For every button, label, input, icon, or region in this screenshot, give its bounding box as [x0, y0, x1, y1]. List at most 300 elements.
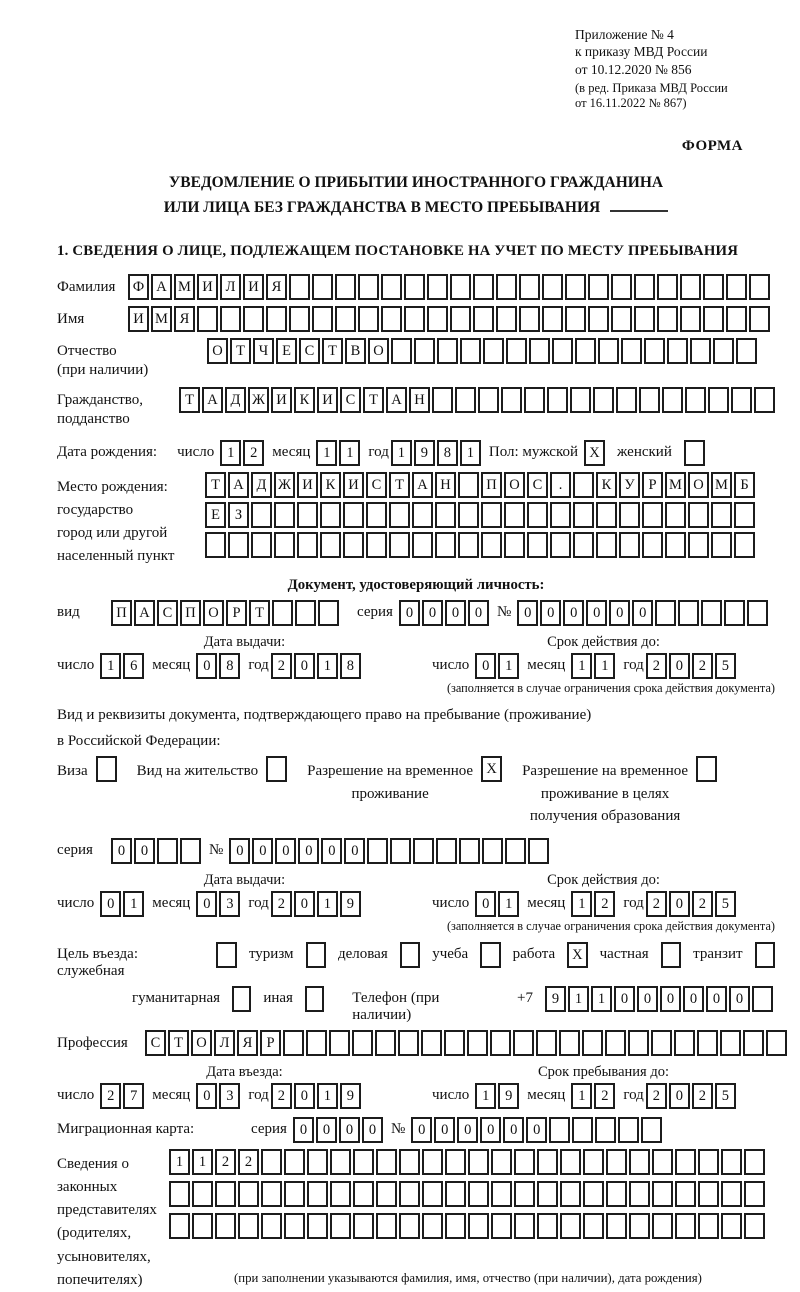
- char-cell[interactable]: [639, 387, 660, 413]
- char-cell[interactable]: Т: [389, 472, 410, 498]
- char-cell[interactable]: 2: [594, 891, 615, 917]
- char-cell[interactable]: 0: [275, 838, 296, 864]
- char-cell[interactable]: 1: [123, 891, 144, 917]
- purpose-study-checkbox[interactable]: [480, 942, 500, 968]
- char-cell[interactable]: 1: [339, 440, 360, 466]
- char-cell[interactable]: [215, 1213, 236, 1239]
- char-cell[interactable]: [514, 1213, 535, 1239]
- purpose-official-checkbox[interactable]: [216, 942, 236, 968]
- char-cell[interactable]: [435, 502, 456, 528]
- char-cell[interactable]: 1: [591, 986, 612, 1012]
- char-cell[interactable]: [261, 1213, 282, 1239]
- purpose-humanitarian-checkbox[interactable]: [232, 986, 251, 1012]
- char-cell[interactable]: [274, 502, 295, 528]
- char-cell[interactable]: [559, 1030, 580, 1056]
- char-cell[interactable]: Т: [168, 1030, 189, 1056]
- char-cell[interactable]: [527, 532, 548, 558]
- char-cell[interactable]: [703, 306, 724, 332]
- char-cell[interactable]: [747, 600, 768, 626]
- char-cell[interactable]: Н: [435, 472, 456, 498]
- char-cell[interactable]: [238, 1181, 259, 1207]
- char-cell[interactable]: [496, 274, 517, 300]
- char-cell[interactable]: [529, 338, 550, 364]
- char-cell[interactable]: [651, 1030, 672, 1056]
- char-cell[interactable]: [724, 600, 745, 626]
- char-cell[interactable]: [390, 838, 411, 864]
- char-cell[interactable]: 5: [715, 891, 736, 917]
- char-cell[interactable]: [629, 1213, 650, 1239]
- char-cell[interactable]: [665, 532, 686, 558]
- char-cell[interactable]: И: [271, 387, 292, 413]
- char-cell[interactable]: [542, 274, 563, 300]
- char-cell[interactable]: 3: [219, 891, 240, 917]
- char-cell[interactable]: [335, 306, 356, 332]
- char-cell[interactable]: 2: [646, 1083, 667, 1109]
- char-cell[interactable]: [404, 274, 425, 300]
- char-cell[interactable]: [685, 387, 706, 413]
- char-cell[interactable]: 7: [123, 1083, 144, 1109]
- char-cell[interactable]: 1: [391, 440, 412, 466]
- char-cell[interactable]: [537, 1213, 558, 1239]
- char-cell[interactable]: 0: [457, 1117, 478, 1143]
- char-cell[interactable]: 0: [475, 653, 496, 679]
- char-cell[interactable]: И: [128, 306, 149, 332]
- char-cell[interactable]: [605, 1030, 626, 1056]
- char-cell[interactable]: [674, 1030, 695, 1056]
- char-cell[interactable]: А: [412, 472, 433, 498]
- char-cell[interactable]: 0: [637, 986, 658, 1012]
- sex-female-checkbox[interactable]: [684, 440, 705, 466]
- char-cell[interactable]: [616, 387, 637, 413]
- char-cell[interactable]: [274, 532, 295, 558]
- char-cell[interactable]: [352, 1030, 373, 1056]
- char-cell[interactable]: [307, 1149, 328, 1175]
- char-cell[interactable]: 1: [100, 653, 121, 679]
- char-cell[interactable]: [330, 1149, 351, 1175]
- char-cell[interactable]: [513, 1030, 534, 1056]
- char-cell[interactable]: [720, 1030, 741, 1056]
- char-cell[interactable]: 0: [563, 600, 584, 626]
- char-cell[interactable]: [644, 338, 665, 364]
- char-cell[interactable]: [427, 274, 448, 300]
- char-cell[interactable]: С: [299, 338, 320, 364]
- char-cell[interactable]: [596, 502, 617, 528]
- char-cell[interactable]: [711, 532, 732, 558]
- char-cell[interactable]: 0: [339, 1117, 360, 1143]
- char-cell[interactable]: [537, 1149, 558, 1175]
- char-cell[interactable]: [478, 387, 499, 413]
- char-cell[interactable]: [611, 274, 632, 300]
- char-cell[interactable]: [680, 306, 701, 332]
- char-cell[interactable]: [251, 532, 272, 558]
- char-cell[interactable]: [180, 838, 201, 864]
- char-cell[interactable]: 0: [294, 1083, 315, 1109]
- char-cell[interactable]: К: [320, 472, 341, 498]
- char-cell[interactable]: [734, 532, 755, 558]
- char-cell[interactable]: [473, 274, 494, 300]
- char-cell[interactable]: 0: [411, 1117, 432, 1143]
- char-cell[interactable]: 1: [498, 891, 519, 917]
- char-cell[interactable]: [505, 838, 526, 864]
- char-cell[interactable]: [573, 472, 594, 498]
- char-cell[interactable]: [749, 274, 770, 300]
- char-cell[interactable]: [251, 502, 272, 528]
- char-cell[interactable]: 9: [340, 1083, 361, 1109]
- char-cell[interactable]: [708, 387, 729, 413]
- char-cell[interactable]: Т: [363, 387, 384, 413]
- char-cell[interactable]: 9: [414, 440, 435, 466]
- char-cell[interactable]: П: [111, 600, 132, 626]
- char-cell[interactable]: [421, 1030, 442, 1056]
- char-cell[interactable]: [701, 600, 722, 626]
- char-cell[interactable]: 0: [252, 838, 273, 864]
- char-cell[interactable]: 2: [646, 891, 667, 917]
- char-cell[interactable]: 0: [111, 838, 132, 864]
- char-cell[interactable]: Р: [642, 472, 663, 498]
- char-cell[interactable]: А: [151, 274, 172, 300]
- char-cell[interactable]: [307, 1181, 328, 1207]
- char-cell[interactable]: [192, 1181, 213, 1207]
- char-cell[interactable]: [297, 502, 318, 528]
- char-cell[interactable]: 9: [498, 1083, 519, 1109]
- char-cell[interactable]: [641, 1117, 662, 1143]
- char-cell[interactable]: [381, 274, 402, 300]
- purpose-business-checkbox[interactable]: [400, 942, 420, 968]
- char-cell[interactable]: [726, 306, 747, 332]
- char-cell[interactable]: 0: [609, 600, 630, 626]
- char-cell[interactable]: 0: [614, 986, 635, 1012]
- char-cell[interactable]: С: [527, 472, 548, 498]
- char-cell[interactable]: О: [368, 338, 389, 364]
- char-cell[interactable]: 0: [475, 891, 496, 917]
- char-cell[interactable]: [549, 1117, 570, 1143]
- char-cell[interactable]: [731, 387, 752, 413]
- char-cell[interactable]: [483, 338, 504, 364]
- char-cell[interactable]: 2: [692, 653, 713, 679]
- char-cell[interactable]: Д: [225, 387, 246, 413]
- char-cell[interactable]: [283, 1030, 304, 1056]
- char-cell[interactable]: [721, 1181, 742, 1207]
- char-cell[interactable]: [491, 1149, 512, 1175]
- char-cell[interactable]: Р: [226, 600, 247, 626]
- char-cell[interactable]: [504, 532, 525, 558]
- purpose-tourism-checkbox[interactable]: [306, 942, 326, 968]
- char-cell[interactable]: О: [191, 1030, 212, 1056]
- char-cell[interactable]: 0: [362, 1117, 383, 1143]
- char-cell[interactable]: [473, 306, 494, 332]
- char-cell[interactable]: 2: [271, 653, 292, 679]
- char-cell[interactable]: 2: [646, 653, 667, 679]
- char-cell[interactable]: Я: [174, 306, 195, 332]
- char-cell[interactable]: И: [343, 472, 364, 498]
- char-cell[interactable]: 0: [298, 838, 319, 864]
- char-cell[interactable]: 0: [321, 838, 342, 864]
- char-cell[interactable]: [542, 306, 563, 332]
- char-cell[interactable]: [272, 600, 293, 626]
- char-cell[interactable]: [766, 1030, 787, 1056]
- char-cell[interactable]: [550, 532, 571, 558]
- char-cell[interactable]: [399, 1149, 420, 1175]
- char-cell[interactable]: [519, 274, 540, 300]
- char-cell[interactable]: 5: [715, 1083, 736, 1109]
- char-cell[interactable]: 0: [434, 1117, 455, 1143]
- char-cell[interactable]: [588, 274, 609, 300]
- char-cell[interactable]: 1: [192, 1149, 213, 1175]
- char-cell[interactable]: 0: [294, 653, 315, 679]
- char-cell[interactable]: [330, 1213, 351, 1239]
- char-cell[interactable]: У: [619, 472, 640, 498]
- char-cell[interactable]: [228, 532, 249, 558]
- char-cell[interactable]: [444, 1030, 465, 1056]
- char-cell[interactable]: [284, 1181, 305, 1207]
- char-cell[interactable]: Т: [230, 338, 251, 364]
- char-cell[interactable]: 0: [669, 653, 690, 679]
- char-cell[interactable]: [688, 502, 709, 528]
- char-cell[interactable]: Я: [237, 1030, 258, 1056]
- char-cell[interactable]: [215, 1181, 236, 1207]
- char-cell[interactable]: [459, 838, 480, 864]
- char-cell[interactable]: 8: [219, 653, 240, 679]
- char-cell[interactable]: [514, 1181, 535, 1207]
- char-cell[interactable]: 1: [460, 440, 481, 466]
- char-cell[interactable]: [169, 1181, 190, 1207]
- char-cell[interactable]: [662, 387, 683, 413]
- char-cell[interactable]: [306, 1030, 327, 1056]
- char-cell[interactable]: [398, 1030, 419, 1056]
- char-cell[interactable]: [422, 1149, 443, 1175]
- char-cell[interactable]: С: [157, 600, 178, 626]
- char-cell[interactable]: 0: [294, 891, 315, 917]
- char-cell[interactable]: [721, 1213, 742, 1239]
- char-cell[interactable]: 2: [100, 1083, 121, 1109]
- char-cell[interactable]: [445, 1213, 466, 1239]
- char-cell[interactable]: [665, 502, 686, 528]
- char-cell[interactable]: [358, 274, 379, 300]
- char-cell[interactable]: 1: [316, 440, 337, 466]
- char-cell[interactable]: [743, 1030, 764, 1056]
- char-cell[interactable]: 1: [169, 1149, 190, 1175]
- char-cell[interactable]: [528, 838, 549, 864]
- char-cell[interactable]: [611, 306, 632, 332]
- char-cell[interactable]: [734, 502, 755, 528]
- char-cell[interactable]: [205, 532, 226, 558]
- char-cell[interactable]: [680, 274, 701, 300]
- char-cell[interactable]: [575, 338, 596, 364]
- char-cell[interactable]: Т: [322, 338, 343, 364]
- char-cell[interactable]: [504, 502, 525, 528]
- char-cell[interactable]: [318, 600, 339, 626]
- char-cell[interactable]: М: [665, 472, 686, 498]
- char-cell[interactable]: Д: [251, 472, 272, 498]
- char-cell[interactable]: [652, 1213, 673, 1239]
- char-cell[interactable]: Т: [179, 387, 200, 413]
- char-cell[interactable]: [736, 338, 757, 364]
- char-cell[interactable]: З: [228, 502, 249, 528]
- char-cell[interactable]: [427, 306, 448, 332]
- char-cell[interactable]: [496, 306, 517, 332]
- char-cell[interactable]: [655, 600, 676, 626]
- char-cell[interactable]: [570, 387, 591, 413]
- char-cell[interactable]: [197, 306, 218, 332]
- char-cell[interactable]: И: [197, 274, 218, 300]
- residence-permit-checkbox[interactable]: [266, 756, 287, 782]
- char-cell[interactable]: 0: [683, 986, 704, 1012]
- char-cell[interactable]: [606, 1149, 627, 1175]
- char-cell[interactable]: Л: [220, 274, 241, 300]
- char-cell[interactable]: 6: [123, 653, 144, 679]
- char-cell[interactable]: [703, 274, 724, 300]
- char-cell[interactable]: [458, 532, 479, 558]
- char-cell[interactable]: 0: [480, 1117, 501, 1143]
- char-cell[interactable]: [450, 274, 471, 300]
- char-cell[interactable]: 2: [692, 891, 713, 917]
- char-cell[interactable]: [593, 387, 614, 413]
- char-cell[interactable]: М: [711, 472, 732, 498]
- char-cell[interactable]: [307, 1213, 328, 1239]
- char-cell[interactable]: [744, 1149, 765, 1175]
- char-cell[interactable]: [335, 274, 356, 300]
- char-cell[interactable]: [657, 306, 678, 332]
- char-cell[interactable]: С: [366, 472, 387, 498]
- char-cell[interactable]: [481, 532, 502, 558]
- char-cell[interactable]: [667, 338, 688, 364]
- char-cell[interactable]: 1: [571, 653, 592, 679]
- char-cell[interactable]: [436, 838, 457, 864]
- char-cell[interactable]: 0: [669, 891, 690, 917]
- char-cell[interactable]: 1: [317, 653, 338, 679]
- char-cell[interactable]: [490, 1030, 511, 1056]
- char-cell[interactable]: [572, 1117, 593, 1143]
- char-cell[interactable]: [468, 1149, 489, 1175]
- char-cell[interactable]: [391, 338, 412, 364]
- char-cell[interactable]: Т: [249, 600, 270, 626]
- char-cell[interactable]: [399, 1213, 420, 1239]
- char-cell[interactable]: И: [243, 274, 264, 300]
- char-cell[interactable]: [412, 502, 433, 528]
- char-cell[interactable]: [366, 532, 387, 558]
- char-cell[interactable]: 0: [196, 653, 217, 679]
- char-cell[interactable]: [261, 1149, 282, 1175]
- char-cell[interactable]: [560, 1149, 581, 1175]
- char-cell[interactable]: 1: [317, 891, 338, 917]
- char-cell[interactable]: [675, 1149, 696, 1175]
- char-cell[interactable]: [491, 1181, 512, 1207]
- char-cell[interactable]: [698, 1181, 719, 1207]
- char-cell[interactable]: 0: [316, 1117, 337, 1143]
- char-cell[interactable]: [582, 1030, 603, 1056]
- char-cell[interactable]: 8: [340, 653, 361, 679]
- char-cell[interactable]: [618, 1117, 639, 1143]
- char-cell[interactable]: [320, 502, 341, 528]
- char-cell[interactable]: [754, 387, 775, 413]
- char-cell[interactable]: [536, 1030, 557, 1056]
- char-cell[interactable]: К: [294, 387, 315, 413]
- char-cell[interactable]: 8: [437, 440, 458, 466]
- char-cell[interactable]: [432, 387, 453, 413]
- char-cell[interactable]: [343, 502, 364, 528]
- char-cell[interactable]: О: [504, 472, 525, 498]
- char-cell[interactable]: [527, 502, 548, 528]
- char-cell[interactable]: [629, 1181, 650, 1207]
- char-cell[interactable]: [501, 387, 522, 413]
- char-cell[interactable]: Л: [214, 1030, 235, 1056]
- char-cell[interactable]: С: [145, 1030, 166, 1056]
- char-cell[interactable]: [744, 1213, 765, 1239]
- char-cell[interactable]: Е: [205, 502, 226, 528]
- char-cell[interactable]: [491, 1213, 512, 1239]
- char-cell[interactable]: [675, 1181, 696, 1207]
- char-cell[interactable]: Н: [409, 387, 430, 413]
- char-cell[interactable]: [422, 1181, 443, 1207]
- char-cell[interactable]: [598, 338, 619, 364]
- char-cell[interactable]: 1: [220, 440, 241, 466]
- char-cell[interactable]: [721, 1149, 742, 1175]
- char-cell[interactable]: [320, 532, 341, 558]
- char-cell[interactable]: 5: [715, 653, 736, 679]
- char-cell[interactable]: [366, 502, 387, 528]
- char-cell[interactable]: 2: [271, 891, 292, 917]
- char-cell[interactable]: [752, 986, 773, 1012]
- char-cell[interactable]: 0: [196, 891, 217, 917]
- char-cell[interactable]: [634, 274, 655, 300]
- char-cell[interactable]: А: [386, 387, 407, 413]
- char-cell[interactable]: [243, 306, 264, 332]
- char-cell[interactable]: [583, 1181, 604, 1207]
- char-cell[interactable]: [560, 1181, 581, 1207]
- char-cell[interactable]: [619, 502, 640, 528]
- char-cell[interactable]: [422, 1213, 443, 1239]
- char-cell[interactable]: [573, 502, 594, 528]
- char-cell[interactable]: 2: [594, 1083, 615, 1109]
- char-cell[interactable]: [628, 1030, 649, 1056]
- char-cell[interactable]: 0: [632, 600, 653, 626]
- purpose-transit-checkbox[interactable]: [755, 942, 775, 968]
- char-cell[interactable]: 1: [317, 1083, 338, 1109]
- char-cell[interactable]: [596, 532, 617, 558]
- char-cell[interactable]: [413, 838, 434, 864]
- char-cell[interactable]: 0: [196, 1083, 217, 1109]
- char-cell[interactable]: [437, 338, 458, 364]
- char-cell[interactable]: [445, 1149, 466, 1175]
- char-cell[interactable]: [595, 1117, 616, 1143]
- char-cell[interactable]: 0: [669, 1083, 690, 1109]
- char-cell[interactable]: [376, 1181, 397, 1207]
- char-cell[interactable]: [353, 1181, 374, 1207]
- char-cell[interactable]: 2: [271, 1083, 292, 1109]
- char-cell[interactable]: [550, 502, 571, 528]
- char-cell[interactable]: [389, 502, 410, 528]
- char-cell[interactable]: [295, 600, 316, 626]
- char-cell[interactable]: 2: [692, 1083, 713, 1109]
- char-cell[interactable]: Ж: [274, 472, 295, 498]
- purpose-other-checkbox[interactable]: [305, 986, 324, 1012]
- char-cell[interactable]: [169, 1213, 190, 1239]
- char-cell[interactable]: П: [481, 472, 502, 498]
- char-cell[interactable]: [697, 1030, 718, 1056]
- char-cell[interactable]: 2: [243, 440, 264, 466]
- temp-residence-edu-checkbox[interactable]: [696, 756, 717, 782]
- char-cell[interactable]: [445, 1181, 466, 1207]
- char-cell[interactable]: 0: [399, 600, 420, 626]
- char-cell[interactable]: А: [228, 472, 249, 498]
- purpose-work-checkbox[interactable]: X: [567, 942, 587, 968]
- char-cell[interactable]: [381, 306, 402, 332]
- char-cell[interactable]: [414, 338, 435, 364]
- char-cell[interactable]: [376, 1149, 397, 1175]
- sex-male-checkbox[interactable]: X: [584, 440, 605, 466]
- char-cell[interactable]: А: [202, 387, 223, 413]
- char-cell[interactable]: 1: [571, 891, 592, 917]
